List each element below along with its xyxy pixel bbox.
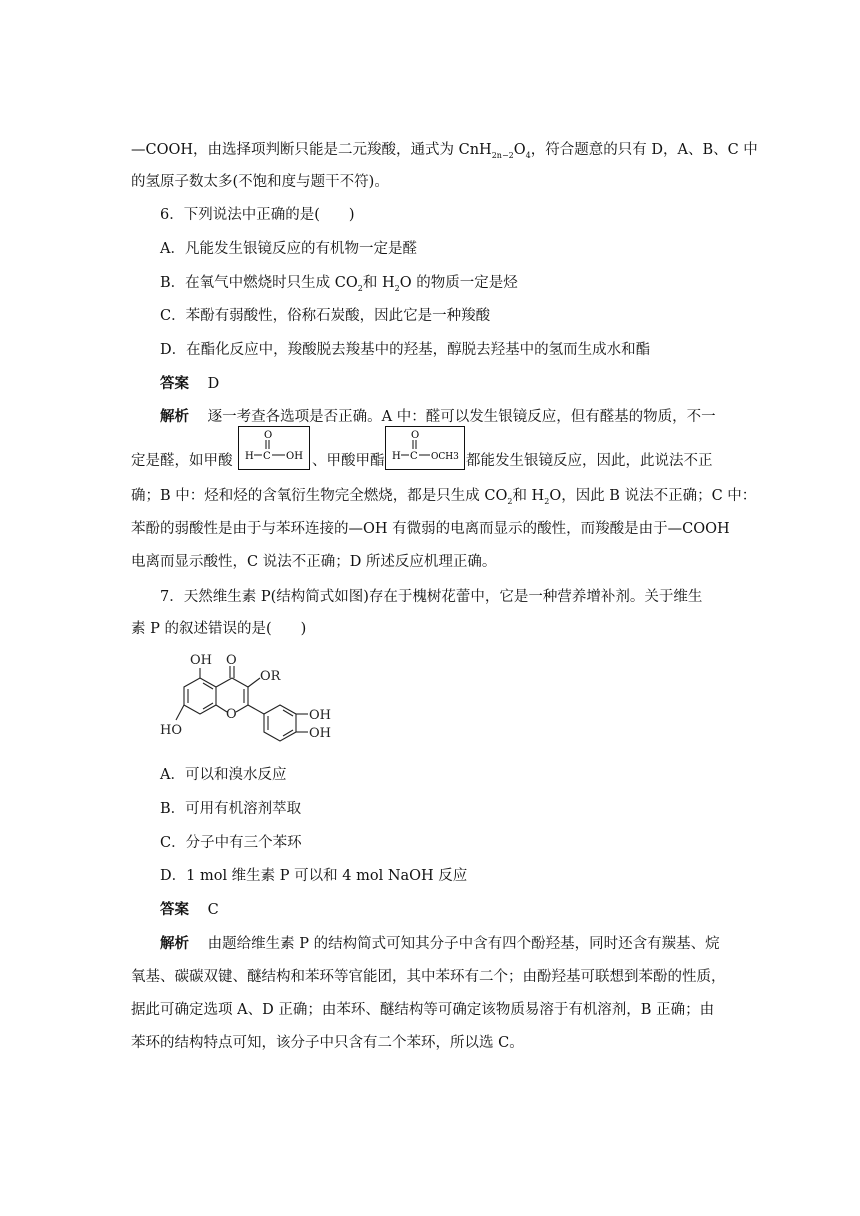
paragraph-line: 的氢原子数太多(不饱和度与题干不符)。: [131, 174, 389, 190]
question-6-stem: 6．下列说法中正确的是( ): [160, 207, 355, 223]
label-oh-right-1: OH: [309, 708, 331, 723]
atom-o: O: [264, 430, 273, 441]
atom-h: H: [392, 451, 401, 462]
text: 由题给维生素 P 的结构简式可知其分子中含有四个酚羟基，同时还含有羰基、烷: [207, 936, 720, 952]
text: 、甲酸甲酯: [312, 453, 385, 469]
question-7-analysis: [160, 934, 720, 954]
atom-c: C: [263, 451, 271, 462]
group-oh: OH: [286, 451, 303, 462]
question-6-option-a: A．凡能发生银镜反应的有机物一定是醛: [160, 241, 417, 257]
label-oh-right-2: OH: [309, 726, 331, 741]
text: O: [513, 142, 526, 158]
question-7-stem-cont: 素 P 的叙述错误的是( ): [131, 621, 307, 637]
question-6-analysis: [160, 407, 716, 427]
answer-value: D: [207, 376, 220, 392]
question-7-answer: [160, 900, 219, 920]
paragraph-line: 电离而显示酸性，C 说法不正确；D 所述反应机理正确。: [131, 554, 497, 570]
text: O，因此 B 说法不正确；C 中：: [549, 488, 757, 504]
answer-label: 答案: [160, 902, 189, 918]
paragraph-line: [131, 140, 758, 166]
subscript: 4: [525, 150, 531, 160]
answer-label: 答案: [160, 376, 189, 392]
paragraph-line: 苯环的结构特点可知，该分子中只含有二个苯环，所以选 C。: [131, 1035, 524, 1051]
paragraph-line: 氧基、碳碳双键、醚结构和苯环等官能团，其中苯环有二个；由酚羟基可联想到苯酚的性质，: [131, 969, 726, 985]
answer-value: C: [207, 902, 219, 918]
paragraph-line: 苯酚的弱酸性是由于与苯环连接的—OH 有微弱的电离而显示的酸性，而羧酸是由于—COOH: [131, 521, 730, 537]
paragraph-line: [131, 486, 756, 512]
text: 和 H: [362, 275, 395, 291]
label-o-ring: O: [226, 707, 237, 722]
text: 定是醛，如甲酸: [131, 453, 233, 469]
question-7-option-c: C．分子中有三个苯环: [160, 835, 302, 851]
analysis-label: 解析: [160, 936, 189, 952]
text: B．在氧气中燃烧时只生成 CO: [160, 275, 358, 291]
formic-acid-formula: [238, 426, 310, 470]
question-7-option-d: D．1 mol 维生素 P 可以和 4 mol NaOH 反应: [160, 868, 468, 884]
paragraph-line: 据此可确定选项 A、D 正确；由苯环、醚结构等可确定该物质易溶于有机溶剂，B 正确；由: [131, 1002, 715, 1018]
text: O 的物质一定是烃: [399, 275, 518, 291]
question-6-option-b: [160, 273, 518, 299]
text: 确；B 中：烃和烃的含氧衍生物完全燃烧，都是只生成 CO: [131, 488, 508, 504]
subscript: 2: [394, 283, 400, 293]
question-6-option-c: C．苯酚有弱酸性，俗称石炭酸，因此它是一种羧酸: [160, 308, 491, 324]
label-oh-top: OH: [190, 653, 212, 668]
subscript: 2: [507, 496, 513, 506]
vitamin-p-structure: [160, 648, 360, 752]
methyl-formate-formula: [385, 426, 465, 470]
subscript: 2n−2: [491, 150, 514, 160]
subscript: 2: [357, 283, 363, 293]
subscript: 2: [544, 496, 550, 506]
atom-c: C: [410, 451, 418, 462]
question-6-option-d: D．在酯化反应中，羧酸脱去羧基中的羟基，醇脱去羟基中的氢而生成水和酯: [160, 342, 651, 358]
label-or: OR: [260, 669, 281, 684]
text: 和 H: [512, 488, 545, 504]
question-6-answer: [160, 374, 219, 394]
label-o-ketone: O: [226, 653, 237, 668]
atom-o: O: [411, 430, 420, 441]
text: 逐一考查各选项是否正确。A 中：醛可以发生银镜反应，但有醛基的物质，不一: [207, 409, 716, 425]
analysis-label: 解析: [160, 409, 189, 425]
text: ，符合题意的只有 D，A、B、C 中: [530, 142, 758, 158]
text: —COOH，由选择项判断只能是二元羧酸，通式为 CnH: [131, 142, 492, 158]
question-7-stem: 7．天然维生素 P(结构简式如图)存在于槐树花蕾中，它是一种营养增补剂。关于维生: [160, 589, 703, 605]
question-7-option-a: A．可以和溴水反应: [160, 767, 287, 783]
group-och3: OCH3: [431, 452, 459, 462]
atom-h: H: [245, 451, 254, 462]
question-7-option-b: B．可用有机溶剂萃取: [160, 801, 302, 817]
label-ho-left: HO: [160, 723, 182, 738]
text: 都能发生银镜反应，因此，此说法不正: [466, 453, 713, 469]
